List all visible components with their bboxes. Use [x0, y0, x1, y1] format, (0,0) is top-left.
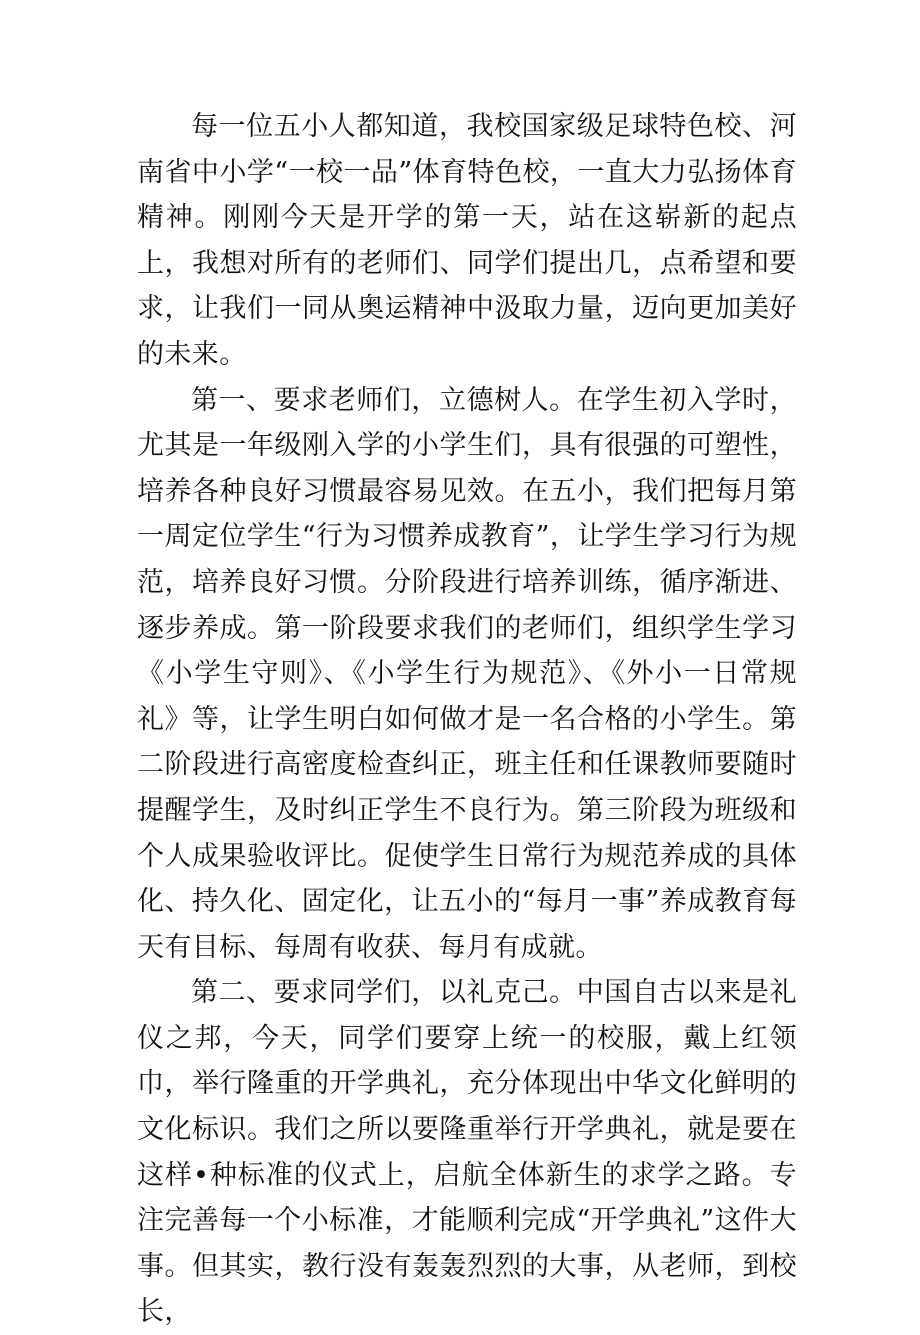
paragraph-teachers: 第一、要求老师们，立德树人。在学生初入学时，尤其是一年级刚入学的小学生们，具有很强的可塑性，培养各种良好习惯最容易见效。在五小，我们把每月第一周定位学生“行为习惯养成教育”，让学生学习行为规范，培养良好习惯。分阶段进行培养训练，循序渐进、逐步养成。第一阶段要求我们的老师们，组织学生学习《小学生守则》、《小学生行为规范》、《外小一日常规礼》等，让学生明白如何做才是一名合格的小学生。第二阶段进行高密度检查纠正，班主任和任课教师要随时提醒学生，及时纠正学生不良行为。第三阶段为班级和个人成果验收评比。促使学生日常行为规范养成的具体化、持久化、固定化，让五小的“每月一事”养成教育每天有目标、每周有收获、每月有成就。 — [137, 384, 797, 963]
paragraph-students: 第二、要求同学们，以礼克己。中国自古以来是礼仪之邦，今天，同学们要穿上统一的校服，戴上红领巾，举行隆重的开学典礼，充分体现出中华文化鲜明的文化标识。我们之所以要隆重举行开学典礼，就是要在这样•种标准的仪式上，启航全体新生的求学之路。专注完善每一个小标准，才能顺利完成“开学典礼”这件大事。但其实，教行没有轰轰烈烈的大事，从老师，到校长， — [137, 977, 797, 1328]
paragraph-intro: 每一位五小人都知道，我校国家级足球特色校、河南省中小学“一校一品”体育特色校，一直大力弘扬体育精神。刚刚今天是开学的第一天，站在这崭新的起点上，我想对所有的老师们、同学们提出几，点希望和要求，让我们一同从奥运精神中汲取力量，迈向更加美好的未来。 — [137, 111, 797, 370]
document-body — [137, 104, 797, 1335]
